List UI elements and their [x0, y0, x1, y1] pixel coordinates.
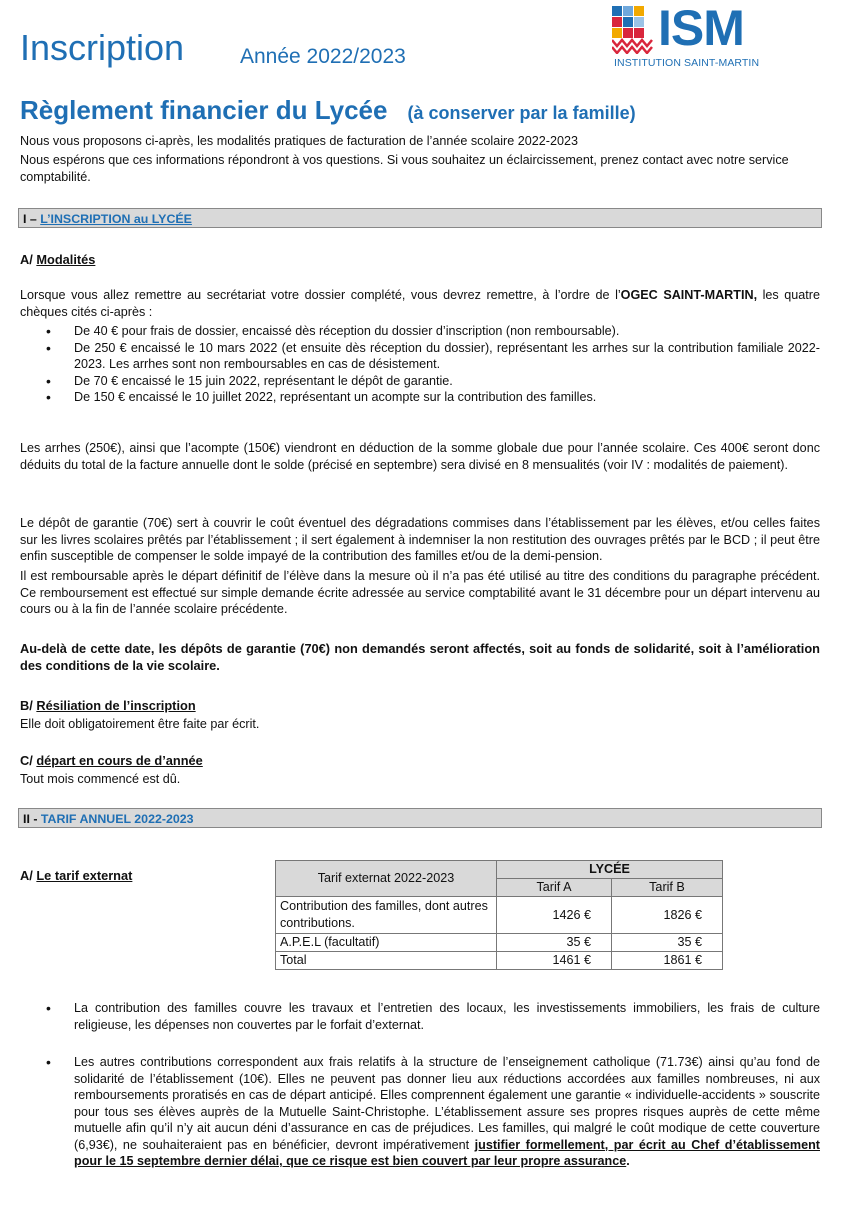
list-item: • De 70 € encaissé le 15 juin 2022, représentant le dépôt de garantie. [46, 373, 820, 390]
table-row [276, 934, 723, 952]
list-item: • De 150 € encaissé le 10 juillet 2022, représentant un acompte sur la contribution des familles. [46, 389, 820, 406]
table-cell: 1861 € [612, 952, 723, 970]
cheques-list [46, 323, 820, 406]
ism-logo [612, 0, 772, 72]
resiliation-text: Elle doit obligatoirement être faite par écrit. [20, 717, 260, 731]
tarif-table [275, 860, 723, 970]
table-row [276, 897, 723, 934]
logo-subtitle: INSTITUTION SAINT-MARTIN [614, 57, 760, 69]
table-cell: 35 € [497, 934, 612, 952]
table-cell: 35 € [612, 934, 723, 952]
logo-wordmark: ISM [658, 0, 744, 56]
subsection-modalites: A/ Modalités [20, 252, 96, 267]
table-cell: 1426 € [497, 897, 612, 934]
subsection-resiliation: B/ Résiliation de l’inscription [20, 698, 196, 713]
subsection-depart: C/ départ en cours de d’année [20, 753, 203, 768]
table-col-header: Tarif B [612, 879, 723, 897]
table-col-header: Tarif A [497, 879, 612, 897]
table-cell: A.P.E.L (facultatif) [276, 934, 497, 952]
payee-name: OGEC SAINT-MARTIN, [620, 288, 758, 302]
heading-main: Règlement financier du Lycée [20, 95, 388, 125]
ism-logo-mark-icon [612, 6, 654, 54]
section-bar-inscription: I – L’INSCRIPTION au LYCÉE [18, 208, 822, 228]
section-title: L’INSCRIPTION au LYCÉE [40, 212, 192, 226]
depot-paragraph-1: Le dépôt de garantie (70€) sert à couvrir le coût éventuel des dégradations commises dans l’établissement par les élèves, et/ou celles faites sur les livres scolaires prêtés par l’établissement ; il sert également à indemniser la non restitution des ouvrages prêtés par le BCD ; il peut être enfin susceptible de compenser le solde impayé de la contribution des familles et/ou de la demi-pension. [20, 516, 820, 563]
table-cell: 1826 € [612, 897, 723, 934]
depart-text: Tout mois commencé est dû. [20, 772, 181, 786]
table-group-header: LYCÉE [497, 861, 723, 879]
intro-line-2: Nous espérons que ces informations répondront à vos questions. Si vous souhaitez un éclaircissement, prenez contact avec notre service comptabilité. [20, 153, 789, 184]
table-row [276, 952, 723, 970]
tarif-notes-1 [46, 1000, 820, 1033]
table-corner: Tarif externat 2022-2023 [276, 861, 497, 897]
section-bar-tarif: II - TARIF ANNUEL 2022-2023 [18, 808, 822, 828]
tarif-notes-2 [46, 1054, 820, 1170]
list-item: • La contribution des familles couvre les travaux et l’entretien des locaux, les investissements immobiliers, les frais de culture religieuse, les dépenses non couvertes par le forfait d’externat. [46, 1000, 820, 1033]
table-cell: Contribution des familles, dont autres contributions. [276, 897, 497, 934]
section-heading [20, 97, 636, 123]
table-cell: 1461 € [497, 952, 612, 970]
school-year: Année 2022/2023 [240, 45, 406, 68]
insurance-requirement: justifier formellement, par écrit au Chef d’établissement pour le 15 septembre dernier délai, que ce risque est bien couvert par leur propre assurance [74, 1137, 820, 1168]
section-title: TARIF ANNUEL 2022-2023 [40, 812, 194, 826]
list-item: • De 40 € pour frais de dossier, encaissé dès réception du dossier d’inscription (non remboursable). [46, 323, 820, 340]
bold-notice: Au-delà de cette date, les dépôts de garantie (70€) non demandés seront affectés, soit au fonds de solidarité, soit à l’amélioration des conditions de la vie scolaire. [20, 641, 820, 673]
list-item: • De 250 € encaissé le 10 mars 2022 (et ensuite dès réception du dossier), représentant les arrhes sur la contribution familiale 2022-2023. Les arrhes sont non remboursables en cas de désistement. [46, 340, 820, 373]
page-title: Inscription [20, 27, 185, 68]
depot-paragraph-2: Il est remboursable après le départ définitif de l’élève dans la mesure où il n’a pas été utilisé au titre des conditions du paragraphe précédent. Ce remboursement est effectué sur simple demande écrite adressée au service comptabilité avant le 31 décembre pour un départ intervenu au cours ou à la fin de l’année scolaire précédente. [20, 569, 820, 616]
subsection-tarif-externat: A/ Le tarif externat [20, 868, 133, 883]
list-item: • Les autres contributions correspondent aux frais relatifs à la structure de l’enseignement catholique (71.73€) ainsi qu’au fond de solidarité de l’établissement (10€). Elles ne peuvent pas donner lieu aux réductions accordées aux familles nombreuses, ni aux remboursements proratisés en cas de départ anticipé. Elles comprennent également une garantie « individuelle-accidents » souscrite pour tous ses élèves auprès de la Mutuelle Saint-Christophe. L’établissement assure ses propres risques auprès de cette même mutuelle afin qu’il n’y ait aucun déni d’assurance en cas de préjudices. Les familles, qui malgré le coût modique de cette couverture (6,93€), ne souhaiteraient pas en bénéficier, devront impérativement justifier formellement, par écrit au Chef d’établissement pour le 15 septembre dernier délai, que ce risque est bien couvert par leur propre assurance. [46, 1054, 820, 1170]
intro-line-1: Nous vous proposons ci-après, les modalités pratiques de facturation de l’année scolaire 2022-2023 [20, 134, 578, 148]
arrhes-paragraph: Les arrhes (250€), ainsi que l’acompte (150€) viendront en déduction de la somme globale due pour l’année scolaire. Ces 400€ seront donc déduits du total de la facture annuelle dont le solde (précisé en septembre) sera divisé en 8 mensualités (voir IV : modalités de paiement). [20, 441, 820, 472]
table-cell: Total [276, 952, 497, 970]
modalites-intro: Lorsque vous allez remettre au secrétariat votre dossier complété, vous devrez remettre, à l’ordre de l’OGEC SAINT-MARTIN, les quatre chèques cités ci-après : [20, 288, 820, 319]
heading-note: (à conserver par la famille) [407, 103, 636, 123]
